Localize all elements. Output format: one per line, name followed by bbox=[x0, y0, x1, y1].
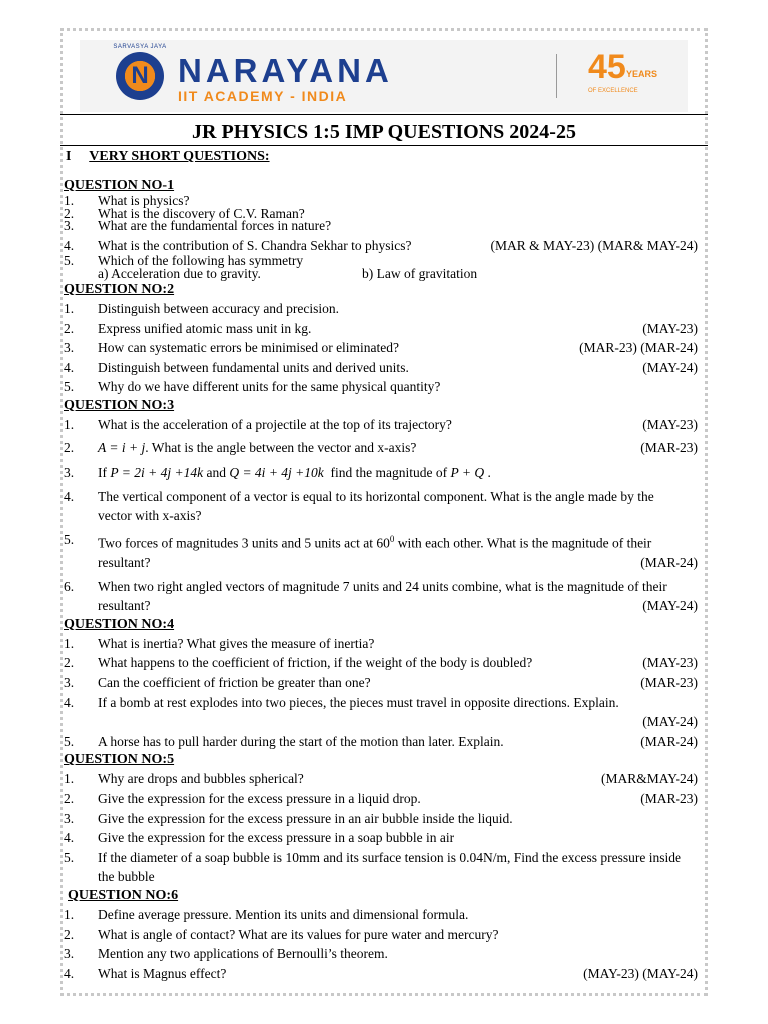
item-number: 3. bbox=[64, 675, 75, 690]
item-number: 2. bbox=[64, 439, 75, 455]
list-item bbox=[64, 964, 704, 984]
list-item bbox=[64, 732, 704, 752]
list-item bbox=[64, 789, 704, 809]
exam-tag: (MAR-23) bbox=[640, 790, 698, 806]
exam-tag: (MAY-24) bbox=[642, 359, 698, 375]
item-number: 5. bbox=[64, 379, 75, 395]
item-number: 4. bbox=[64, 694, 75, 710]
years-label: YEARS bbox=[626, 69, 658, 79]
item-text: If a bomb at rest explodes into two pieces, the pieces must travel in opposite directions. Explain. bbox=[98, 694, 619, 710]
exam-tag: (MAR & MAY-23) (MAR& MAY-24) bbox=[490, 237, 698, 253]
question-2-list bbox=[64, 299, 704, 397]
list-item bbox=[64, 905, 704, 925]
item-line-2-text: resultant? bbox=[98, 555, 151, 571]
item-number: 6. bbox=[64, 578, 75, 594]
list-item bbox=[64, 634, 704, 654]
item-number: 5. bbox=[64, 849, 75, 865]
list-item bbox=[64, 809, 704, 829]
list-item bbox=[64, 415, 704, 435]
item-line-2-text: resultant? bbox=[98, 598, 151, 614]
item-number: 2. bbox=[64, 926, 75, 942]
question-3-list bbox=[64, 415, 704, 616]
list-item bbox=[64, 252, 704, 268]
page-title: JR PHYSICS 1:5 IMP QUESTIONS 2024-25 bbox=[192, 121, 576, 143]
item-line-1: The vertical component of a vector is equal to its horizontal component. What is the angle made by the bbox=[98, 488, 654, 504]
exam-tag: (MAY-23) bbox=[642, 320, 698, 336]
item-number: 1. bbox=[64, 193, 75, 208]
header-divider bbox=[556, 54, 557, 98]
item-number: 2. bbox=[64, 790, 75, 806]
exam-tag: (MAY-23) bbox=[642, 416, 698, 432]
item-number: 3. bbox=[64, 810, 75, 826]
item-text: Express unified atomic mass unit in kg. bbox=[98, 320, 312, 336]
item-line-1a: Two forces of magnitudes 3 units and 5 units act at 60 bbox=[98, 535, 390, 551]
list-item bbox=[64, 358, 704, 378]
item-text: What happens to the coefficient of friction, if the weight of the body is doubled? bbox=[98, 655, 533, 671]
question-5-heading: QUESTION NO:5 bbox=[64, 752, 175, 768]
list-item bbox=[64, 693, 704, 732]
list-item bbox=[64, 463, 704, 483]
vector-equation: A = i + j bbox=[98, 439, 146, 455]
item-text-rest: . What is the angle between the vector and x-axis? bbox=[145, 439, 417, 455]
list-item bbox=[64, 487, 704, 526]
list-item bbox=[64, 319, 704, 339]
list-item bbox=[64, 673, 704, 693]
vector-sum: P + Q bbox=[450, 465, 485, 481]
header-banner bbox=[80, 40, 688, 112]
narayana-logo-icon bbox=[116, 52, 164, 100]
item-text: Give the expression for the excess pressure in a liquid drop. bbox=[98, 790, 421, 806]
item-number: 5. bbox=[64, 252, 75, 268]
exam-tag: (MAR-23) bbox=[640, 439, 698, 455]
item-text: How can systematic errors be minimised or eliminated? bbox=[98, 340, 400, 356]
item-text: What are the fundamental forces in nature? bbox=[98, 218, 332, 233]
question-1-list bbox=[64, 195, 704, 267]
item-line-1 bbox=[98, 530, 698, 553]
exam-tag: (MAR-23) bbox=[640, 675, 698, 690]
exam-tag: (MAY-24) bbox=[642, 714, 698, 730]
text-and: and bbox=[206, 465, 226, 481]
item-number: 4. bbox=[64, 237, 75, 253]
item-number: 4. bbox=[64, 965, 75, 981]
item-text: A horse has to pull harder during the start of the motion than later. Explain. bbox=[98, 733, 504, 749]
item-line-2 bbox=[98, 596, 698, 616]
logo-letter: N bbox=[131, 62, 149, 89]
q1-option-a: a) Acceleration due to gravity. bbox=[98, 266, 261, 281]
q1-options bbox=[64, 267, 704, 281]
exam-tag: (MAY-24) bbox=[642, 598, 698, 614]
item-text: Why are drops and bubbles spherical? bbox=[98, 771, 304, 787]
exam-tag: (MAR-23) (MAR-24) bbox=[579, 340, 698, 356]
item-number: 2. bbox=[64, 205, 75, 221]
section-label: VERY SHORT QUESTIONS: bbox=[89, 149, 270, 164]
item-line-2: the bubble bbox=[98, 869, 155, 885]
item-number: 4. bbox=[64, 359, 75, 375]
item-number: 5. bbox=[64, 531, 75, 547]
item-line-2 bbox=[98, 712, 698, 732]
text-if: If bbox=[98, 465, 107, 481]
item-text: What is the discovery of C.V. Raman? bbox=[98, 205, 305, 221]
question-4-list bbox=[64, 634, 704, 693]
list-item bbox=[64, 338, 704, 358]
item-line-1: If the diameter of a soap bubble is 10mm and its surface tension is 0.04N/m, Find the excess pressure inside bbox=[98, 849, 681, 865]
item-number: 1. bbox=[64, 416, 75, 432]
item-text bbox=[98, 438, 698, 458]
item-text: What is physics? bbox=[98, 193, 190, 208]
item-text: Can the coefficient of friction be greater than one? bbox=[98, 675, 371, 690]
item-number: 1. bbox=[64, 301, 75, 316]
years-sub: OF EXCELLENCE bbox=[588, 88, 638, 94]
item-text: Distinguish between accuracy and precision. bbox=[98, 301, 340, 316]
brand-tagline: IIT ACADEMY - INDIA bbox=[178, 88, 348, 104]
item-number: 1. bbox=[64, 635, 75, 651]
list-item bbox=[64, 220, 704, 233]
list-item bbox=[64, 236, 704, 255]
question-3-heading: QUESTION NO:3 bbox=[64, 397, 175, 413]
item-number: 3. bbox=[64, 218, 75, 233]
document-page bbox=[64, 32, 704, 983]
q1-option-b: b) Law of gravitation bbox=[362, 266, 478, 281]
item-number: 1. bbox=[64, 771, 75, 787]
item-number: 3. bbox=[64, 946, 75, 962]
item-number: 5. bbox=[64, 733, 75, 749]
list-item bbox=[64, 377, 704, 397]
question-4-heading: QUESTION NO:4 bbox=[64, 616, 175, 632]
list-item bbox=[64, 653, 704, 673]
list-item bbox=[64, 925, 704, 945]
exam-tag: (MAR-24) bbox=[640, 555, 698, 571]
item-text: What is inertia? What gives the measure of inertia? bbox=[98, 635, 375, 651]
question-6-heading: QUESTION NO:6 bbox=[68, 887, 179, 903]
list-item bbox=[64, 530, 704, 573]
question-5-list bbox=[64, 769, 704, 847]
years-number: 45 bbox=[588, 48, 626, 86]
item-text: What is the acceleration of a projectile at the top of its trajectory? bbox=[98, 416, 452, 432]
list-item bbox=[64, 438, 704, 458]
item-text: Define average pressure. Mention its units and dimensional formula. bbox=[98, 906, 469, 922]
exam-tag: (MAY-23) (MAY-24) bbox=[583, 965, 698, 981]
question-2-heading: QUESTION NO:2 bbox=[64, 282, 175, 297]
item-text: Give the expression for the excess pressure in a soap bubble in air bbox=[98, 830, 455, 846]
item-line-2: vector with x-axis? bbox=[98, 508, 202, 524]
item-text: Why do we have different units for the same physical quantity? bbox=[98, 379, 441, 395]
section-heading bbox=[64, 149, 704, 165]
vector-q-equation: Q = 4i + 4j +10k bbox=[229, 465, 324, 481]
list-item bbox=[64, 828, 704, 848]
logo-ring-text: SARVASYA JAYA bbox=[113, 44, 167, 50]
title-rule-bottom bbox=[60, 145, 708, 146]
question-6-list bbox=[64, 905, 704, 983]
item-text: What is the contribution of S. Chandra Sekhar to physics? bbox=[98, 237, 412, 253]
item-line-2 bbox=[98, 553, 698, 573]
item-number: 2. bbox=[64, 320, 75, 336]
item-number: 4. bbox=[64, 488, 75, 504]
item-text: What is angle of contact? What are its values for pure water and mercury? bbox=[98, 926, 499, 942]
exam-tag: (MAY-23) bbox=[642, 655, 698, 671]
item-text: Distinguish between fundamental units and derived units. bbox=[98, 359, 409, 375]
list-item bbox=[64, 577, 704, 616]
item-text: Give the expression for the excess pressure in an air bubble inside the liquid. bbox=[98, 810, 513, 826]
item-line-1b: with each other. What is the magnitude of their bbox=[397, 535, 652, 551]
item-text: Which of the following has symmetry bbox=[98, 252, 304, 268]
text-find: find the magnitude of bbox=[330, 465, 448, 481]
vector-p-equation: P = 2i + 4j +14k bbox=[110, 465, 204, 481]
list-item bbox=[64, 848, 704, 887]
item-number: 4. bbox=[64, 830, 75, 846]
item-text: What is Magnus effect? bbox=[98, 965, 227, 981]
brand-name: NARAYANA bbox=[178, 52, 393, 89]
list-item bbox=[64, 299, 704, 319]
item-number: 3. bbox=[64, 340, 75, 356]
item-text bbox=[98, 463, 698, 483]
section-number: I bbox=[66, 149, 72, 164]
question-1-heading: QUESTION NO-1 bbox=[64, 178, 175, 193]
degree-superscript: 0 bbox=[389, 533, 395, 544]
item-text: Mention any two applications of Bernoulli’s theorem. bbox=[98, 946, 388, 962]
item-number: 2. bbox=[64, 655, 75, 671]
item-line-1: When two right angled vectors of magnitude 7 units and 24 units combine, what is the magnitude of their bbox=[98, 578, 667, 594]
exam-tag: (MAR-24) bbox=[640, 733, 698, 749]
item-number: 1. bbox=[64, 906, 75, 922]
list-item bbox=[64, 769, 704, 789]
list-item bbox=[64, 944, 704, 964]
exam-tag: (MAR&MAY-24) bbox=[600, 771, 698, 787]
item-number: 3. bbox=[64, 465, 75, 481]
text-end: . bbox=[487, 465, 491, 481]
